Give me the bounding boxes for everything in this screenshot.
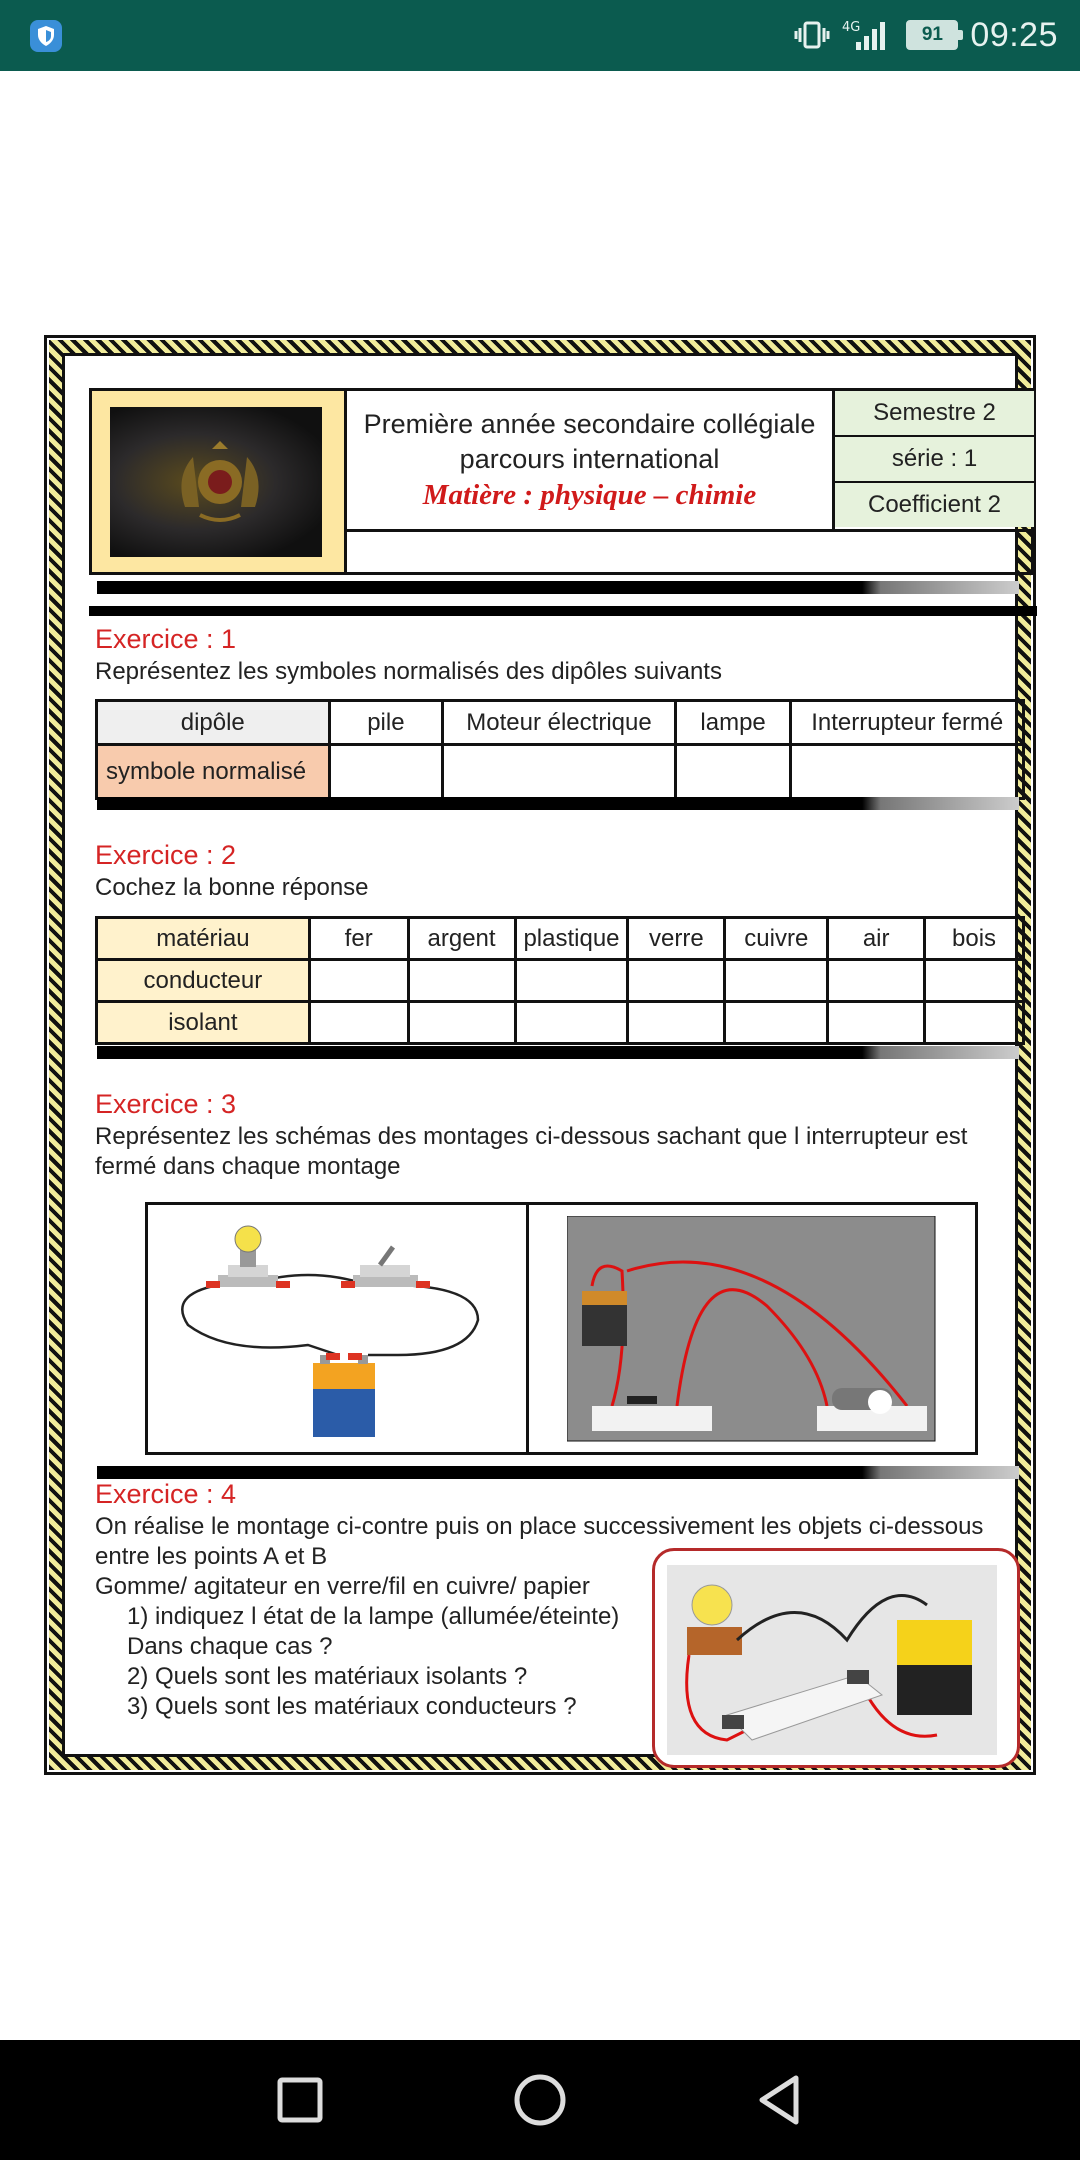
- class-title: Première année secondaire collégiale: [363, 409, 816, 439]
- separator: [97, 581, 1019, 594]
- logo-cell: [92, 391, 347, 572]
- table-header: dipôle: [97, 701, 330, 745]
- circuit-3-photo: [667, 1565, 997, 1755]
- exercise-4-line-1: On réalise le montage ci-contre puis on place successivement les objets ci-dessous: [95, 1513, 984, 1540]
- info-cell: [832, 391, 1034, 529]
- back-button[interactable]: [750, 2070, 810, 2130]
- table-header: verre: [628, 918, 725, 960]
- exercise-4-title: Exercice : 4: [95, 1479, 237, 1509]
- answer-cell: [443, 745, 676, 799]
- exercise-1-title: Exercice : 1: [95, 624, 237, 654]
- document-page: [44, 335, 1036, 1775]
- table-header: bois: [925, 918, 1024, 960]
- exercise-2-title: Exercice : 2: [95, 840, 237, 870]
- exercise-3-title: Exercice : 3: [95, 1089, 237, 1119]
- separator: [97, 1046, 1019, 1059]
- home-button[interactable]: [510, 2070, 570, 2130]
- checkbox-cell[interactable]: [725, 960, 828, 1002]
- signal-4g-icon: [842, 18, 894, 52]
- row-label: isolant: [97, 1002, 310, 1044]
- question-3: 3) Quels sont les matériaux conducteurs ?: [127, 1693, 577, 1720]
- table-header: plastique: [515, 918, 628, 960]
- checkbox-cell[interactable]: [408, 1002, 515, 1044]
- circuit-2-photo: [567, 1216, 937, 1443]
- question-1-continued: Dans chaque cas ?: [127, 1633, 333, 1660]
- header-box: [89, 388, 1034, 575]
- status-bar: [0, 0, 1080, 71]
- vibrate-icon: [794, 20, 830, 50]
- serie-label: série : 1: [835, 437, 1034, 483]
- page-content: [62, 353, 1018, 1757]
- subject-title: Matière : physique – chimie: [422, 479, 757, 511]
- checkbox-cell[interactable]: [309, 1002, 408, 1044]
- table-header: pile: [329, 701, 443, 745]
- exercise-4-line-3: Gomme/ agitateur en verre/fil en cuivre/ papier: [95, 1573, 590, 1600]
- table-header: fer: [309, 918, 408, 960]
- checkbox-cell[interactable]: [828, 1002, 925, 1044]
- battery-icon: [906, 20, 958, 50]
- title-cell: [347, 391, 832, 529]
- divider: [526, 1205, 529, 1452]
- table-header: Moteur électrique: [443, 701, 676, 745]
- navigation-bar: [0, 2040, 1080, 2160]
- checkbox-cell[interactable]: [828, 960, 925, 1002]
- exercise-3-line-2: fermé dans chaque montage: [95, 1153, 401, 1180]
- separator: [97, 1466, 1019, 1479]
- checkbox-cell[interactable]: [628, 1002, 725, 1044]
- exercise-2-prompt: Cochez la bonne réponse: [95, 874, 369, 901]
- checkbox-cell[interactable]: [725, 1002, 828, 1044]
- blank-row: [347, 529, 1031, 575]
- separator: [97, 797, 1019, 810]
- table-header: cuivre: [725, 918, 828, 960]
- exercise-3-line-1: Représentez les schémas des montages ci-dessous sachant que l interrupteur est: [95, 1123, 968, 1150]
- checkbox-cell[interactable]: [515, 960, 628, 1002]
- table-header: argent: [408, 918, 515, 960]
- checkbox-cell[interactable]: [515, 1002, 628, 1044]
- recent-apps-button[interactable]: [270, 2070, 330, 2130]
- table-header: matériau: [97, 918, 310, 960]
- answer-cell: [675, 745, 791, 799]
- dipole-table: [95, 699, 1025, 800]
- table-header: lampe: [675, 701, 791, 745]
- answer-cell: [791, 745, 1024, 799]
- table-header: Interrupteur fermé: [791, 701, 1024, 745]
- circuit-1-illustration: [148, 1205, 523, 1452]
- battery-level: 91: [921, 24, 943, 45]
- checkbox-cell[interactable]: [925, 960, 1024, 1002]
- checkbox-cell[interactable]: [628, 960, 725, 1002]
- question-1: 1) indiquez l état de la lampe (allumée/éteinte): [127, 1603, 620, 1630]
- checkbox-cell[interactable]: [309, 960, 408, 1002]
- table-header: air: [828, 918, 925, 960]
- materials-table: [95, 916, 1025, 1045]
- circuit-figures: [145, 1202, 978, 1455]
- row-label: symbole normalisé: [97, 745, 330, 799]
- row-label: conducteur: [97, 960, 310, 1002]
- exercise-4-line-2: entre les points A et B: [95, 1543, 328, 1570]
- svg-text:4G: 4G: [842, 20, 861, 35]
- track-title: parcours international: [459, 444, 720, 474]
- semestre-label: Semestre 2: [835, 391, 1034, 437]
- checkbox-cell[interactable]: [925, 1002, 1024, 1044]
- answer-cell: [329, 745, 443, 799]
- separator-bar: [89, 606, 1037, 616]
- coefficient-label: Coefficient 2: [835, 483, 1034, 527]
- exercise-1-prompt: Représentez les symboles normalisés des dipôles suivants: [95, 658, 722, 685]
- clock: 09:25: [970, 15, 1058, 54]
- circuit-3-photo-frame: [652, 1548, 1020, 1768]
- checkbox-cell[interactable]: [408, 960, 515, 1002]
- question-2: 2) Quels sont les matériaux isolants ?: [127, 1663, 528, 1690]
- ministry-logo: [110, 407, 322, 557]
- shield-app-icon: [30, 20, 62, 52]
